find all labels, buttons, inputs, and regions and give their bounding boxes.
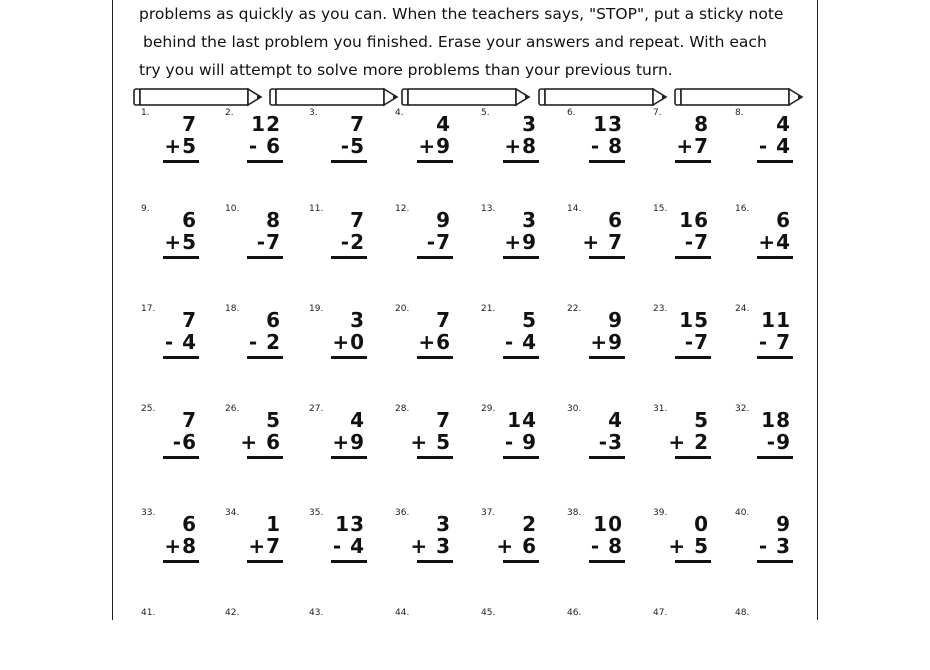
answer-line (417, 256, 453, 259)
problem-number: 9. (141, 204, 150, 214)
answer-line (163, 256, 199, 259)
operator-operand: - 8 (590, 134, 623, 158)
problem-number: 33. (141, 508, 156, 518)
answer-line (163, 456, 199, 459)
answer-line (503, 256, 539, 259)
answer-line (247, 356, 283, 359)
answer-line (331, 160, 367, 163)
operator-operand: -7 (684, 330, 709, 354)
worksheet-page (112, 0, 818, 620)
top-operand: 14 (507, 408, 537, 432)
answer-line (331, 560, 367, 563)
math-problem (141, 304, 211, 366)
pencil-icon (401, 86, 534, 108)
operator-operand: +7 (676, 134, 709, 158)
problem-number: 24. (735, 304, 750, 314)
problem-number: 20. (395, 304, 410, 314)
answer-line (589, 256, 625, 259)
operator-operand: - 9 (504, 430, 537, 454)
problem-number: 12. (395, 204, 410, 214)
operator-operand: -7 (426, 230, 451, 254)
problem-number: 46. (567, 608, 582, 618)
problem-number: 28. (395, 404, 410, 414)
problem-number: 18. (225, 304, 240, 314)
math-problem (481, 508, 551, 570)
top-operand: 5 (694, 408, 709, 432)
problem-number: 15. (653, 204, 668, 214)
top-operand: 18 (761, 408, 791, 432)
answer-line (757, 256, 793, 259)
math-problem (225, 304, 295, 366)
top-operand: 1 (266, 512, 281, 536)
top-operand: 13 (593, 112, 623, 136)
math-problem (309, 204, 379, 266)
top-operand: 2 (522, 512, 537, 536)
math-problem (567, 608, 637, 670)
math-problem (735, 304, 805, 366)
operator-operand: - 4 (332, 534, 365, 558)
problem-number: 38. (567, 508, 582, 518)
pencil-row (133, 86, 813, 108)
operator-operand: -3 (598, 430, 623, 454)
top-operand: 9 (776, 512, 791, 536)
operator-operand: +9 (418, 134, 451, 158)
math-problem (481, 204, 551, 266)
operator-operand: +0 (332, 330, 365, 354)
operator-operand: - 4 (164, 330, 197, 354)
operator-operand: +5 (164, 230, 197, 254)
operator-operand: -6 (172, 430, 197, 454)
answer-line (757, 160, 793, 163)
problem-number: 14. (567, 204, 582, 214)
pencil-icon (133, 86, 266, 108)
math-problem (567, 304, 637, 366)
operator-operand: -2 (340, 230, 365, 254)
top-operand: 7 (182, 112, 197, 136)
problem-number: 10. (225, 204, 240, 214)
problem-number: 1. (141, 108, 150, 118)
problem-number: 21. (481, 304, 496, 314)
operator-operand: + 7 (582, 230, 623, 254)
problem-number: 48. (735, 608, 750, 618)
math-problem (225, 108, 295, 170)
operator-operand: +9 (504, 230, 537, 254)
problem-number: 11. (309, 204, 324, 214)
problem-number: 3. (309, 108, 318, 118)
operator-operand: - 8 (590, 534, 623, 558)
answer-line (503, 456, 539, 459)
problem-number: 22. (567, 304, 582, 314)
answer-line (675, 356, 711, 359)
operator-operand: + 6 (240, 430, 281, 454)
top-operand: 0 (694, 512, 709, 536)
top-operand: 5 (522, 308, 537, 332)
math-problem (481, 608, 551, 670)
answer-line (503, 560, 539, 563)
answer-line (675, 160, 711, 163)
problem-number: 4. (395, 108, 404, 118)
problem-number: 13. (481, 204, 496, 214)
top-operand: 3 (436, 512, 451, 536)
problem-number: 26. (225, 404, 240, 414)
math-problem (567, 204, 637, 266)
math-problem (653, 608, 723, 670)
problem-number: 7. (653, 108, 662, 118)
operator-operand: +9 (332, 430, 365, 454)
top-operand: 4 (608, 408, 623, 432)
top-operand: 3 (522, 208, 537, 232)
math-problem (395, 508, 465, 570)
answer-line (503, 160, 539, 163)
top-operand: 11 (761, 308, 791, 332)
math-problem (141, 608, 211, 670)
problem-number: 43. (309, 608, 324, 618)
math-problem (567, 108, 637, 170)
math-problem (653, 404, 723, 466)
answer-line (331, 356, 367, 359)
math-problem (141, 508, 211, 570)
problem-number: 29. (481, 404, 496, 414)
problem-number: 41. (141, 608, 156, 618)
top-operand: 6 (266, 308, 281, 332)
problem-number: 36. (395, 508, 410, 518)
math-problem (395, 108, 465, 170)
problem-number: 39. (653, 508, 668, 518)
top-operand: 15 (679, 308, 709, 332)
problem-number: 27. (309, 404, 324, 414)
problem-number: 35. (309, 508, 324, 518)
top-operand: 7 (182, 308, 197, 332)
instruction-line: behind the last problem you finished. Erase your answers and repeat. With each (143, 33, 767, 51)
top-operand: 8 (694, 112, 709, 136)
answer-line (589, 456, 625, 459)
math-problem (309, 304, 379, 366)
math-problem (309, 508, 379, 570)
top-operand: 6 (182, 208, 197, 232)
answer-line (163, 160, 199, 163)
answer-line (417, 160, 453, 163)
math-problem (225, 404, 295, 466)
answer-line (675, 456, 711, 459)
operator-operand: + 6 (496, 534, 537, 558)
math-problem (395, 404, 465, 466)
instruction-line: try you will attempt to solve more problems than your previous turn. (139, 61, 673, 79)
math-problem (141, 108, 211, 170)
problem-number: 40. (735, 508, 750, 518)
answer-line (589, 356, 625, 359)
operator-operand: -7 (684, 230, 709, 254)
top-operand: 3 (522, 112, 537, 136)
top-operand: 4 (350, 408, 365, 432)
answer-line (417, 456, 453, 459)
top-operand: 6 (776, 208, 791, 232)
answer-line (589, 560, 625, 563)
answer-line (163, 356, 199, 359)
answer-line (757, 456, 793, 459)
problem-number: 17. (141, 304, 156, 314)
math-problem (395, 304, 465, 366)
top-operand: 6 (182, 512, 197, 536)
pencil-icon (269, 86, 402, 108)
math-problem (225, 204, 295, 266)
top-operand: 7 (436, 408, 451, 432)
answer-line (247, 456, 283, 459)
answer-line (331, 256, 367, 259)
answer-line (417, 356, 453, 359)
operator-operand: - 6 (248, 134, 281, 158)
problem-number: 31. (653, 404, 668, 414)
pencil-icon (674, 86, 807, 108)
operator-operand: +7 (248, 534, 281, 558)
top-operand: 7 (436, 308, 451, 332)
math-problem (225, 608, 295, 670)
math-problem (481, 404, 551, 466)
answer-line (247, 160, 283, 163)
math-problem (309, 608, 379, 670)
problem-number: 45. (481, 608, 496, 618)
math-problem (653, 108, 723, 170)
top-operand: 3 (350, 308, 365, 332)
operator-operand: -5 (340, 134, 365, 158)
problem-number: 16. (735, 204, 750, 214)
top-operand: 9 (608, 308, 623, 332)
operator-operand: + 2 (668, 430, 709, 454)
math-problem (481, 108, 551, 170)
answer-line (675, 256, 711, 259)
operator-operand: + 5 (668, 534, 709, 558)
top-operand: 10 (593, 512, 623, 536)
math-problem (481, 304, 551, 366)
answer-line (163, 560, 199, 563)
math-problem (225, 508, 295, 570)
math-problem (653, 204, 723, 266)
answer-line (757, 560, 793, 563)
operator-operand: - 3 (758, 534, 791, 558)
math-problem (309, 404, 379, 466)
operator-operand: + 5 (410, 430, 451, 454)
instruction-line: problems as quickly as you can. When the teachers says, "STOP", put a sticky note (139, 5, 784, 23)
operator-operand: -9 (766, 430, 791, 454)
top-operand: 7 (350, 112, 365, 136)
math-problem (395, 204, 465, 266)
top-operand: 9 (436, 208, 451, 232)
top-operand: 4 (776, 112, 791, 136)
math-problem (567, 508, 637, 570)
top-operand: 12 (251, 112, 281, 136)
answer-line (247, 256, 283, 259)
top-operand: 7 (182, 408, 197, 432)
problem-number: 8. (735, 108, 744, 118)
problem-number: 42. (225, 608, 240, 618)
top-operand: 8 (266, 208, 281, 232)
problem-number: 37. (481, 508, 496, 518)
math-problem (653, 508, 723, 570)
answer-line (589, 160, 625, 163)
problem-number: 19. (309, 304, 324, 314)
operator-operand: - 7 (758, 330, 791, 354)
problem-number: 2. (225, 108, 234, 118)
answer-line (675, 560, 711, 563)
top-operand: 16 (679, 208, 709, 232)
math-problem (735, 404, 805, 466)
problem-number: 23. (653, 304, 668, 314)
operator-operand: +6 (418, 330, 451, 354)
math-problem (567, 404, 637, 466)
math-problem (735, 108, 805, 170)
operator-operand: +9 (590, 330, 623, 354)
top-operand: 5 (266, 408, 281, 432)
answer-line (757, 356, 793, 359)
problem-number: 32. (735, 404, 750, 414)
math-problem (141, 204, 211, 266)
operator-operand: - 4 (758, 134, 791, 158)
top-operand: 4 (436, 112, 451, 136)
math-problem (735, 508, 805, 570)
problem-number: 6. (567, 108, 576, 118)
answer-line (247, 560, 283, 563)
problem-number: 47. (653, 608, 668, 618)
answer-line (331, 456, 367, 459)
math-problem (309, 108, 379, 170)
math-problem (653, 304, 723, 366)
problem-number: 5. (481, 108, 490, 118)
answer-line (503, 356, 539, 359)
math-problem (141, 404, 211, 466)
math-problem (735, 204, 805, 266)
operator-operand: - 2 (248, 330, 281, 354)
operator-operand: + 3 (410, 534, 451, 558)
top-operand: 7 (350, 208, 365, 232)
operator-operand: -7 (256, 230, 281, 254)
problem-number: 25. (141, 404, 156, 414)
operator-operand: +8 (164, 534, 197, 558)
answer-line (417, 560, 453, 563)
top-operand: 6 (608, 208, 623, 232)
operator-operand: +8 (504, 134, 537, 158)
pencil-icon (538, 86, 671, 108)
operator-operand: - 4 (504, 330, 537, 354)
operator-operand: +4 (758, 230, 791, 254)
problem-number: 44. (395, 608, 410, 618)
operator-operand: +5 (164, 134, 197, 158)
math-problem (735, 608, 805, 670)
top-operand: 13 (335, 512, 365, 536)
problem-number: 34. (225, 508, 240, 518)
math-problem (395, 608, 465, 670)
problem-number: 30. (567, 404, 582, 414)
